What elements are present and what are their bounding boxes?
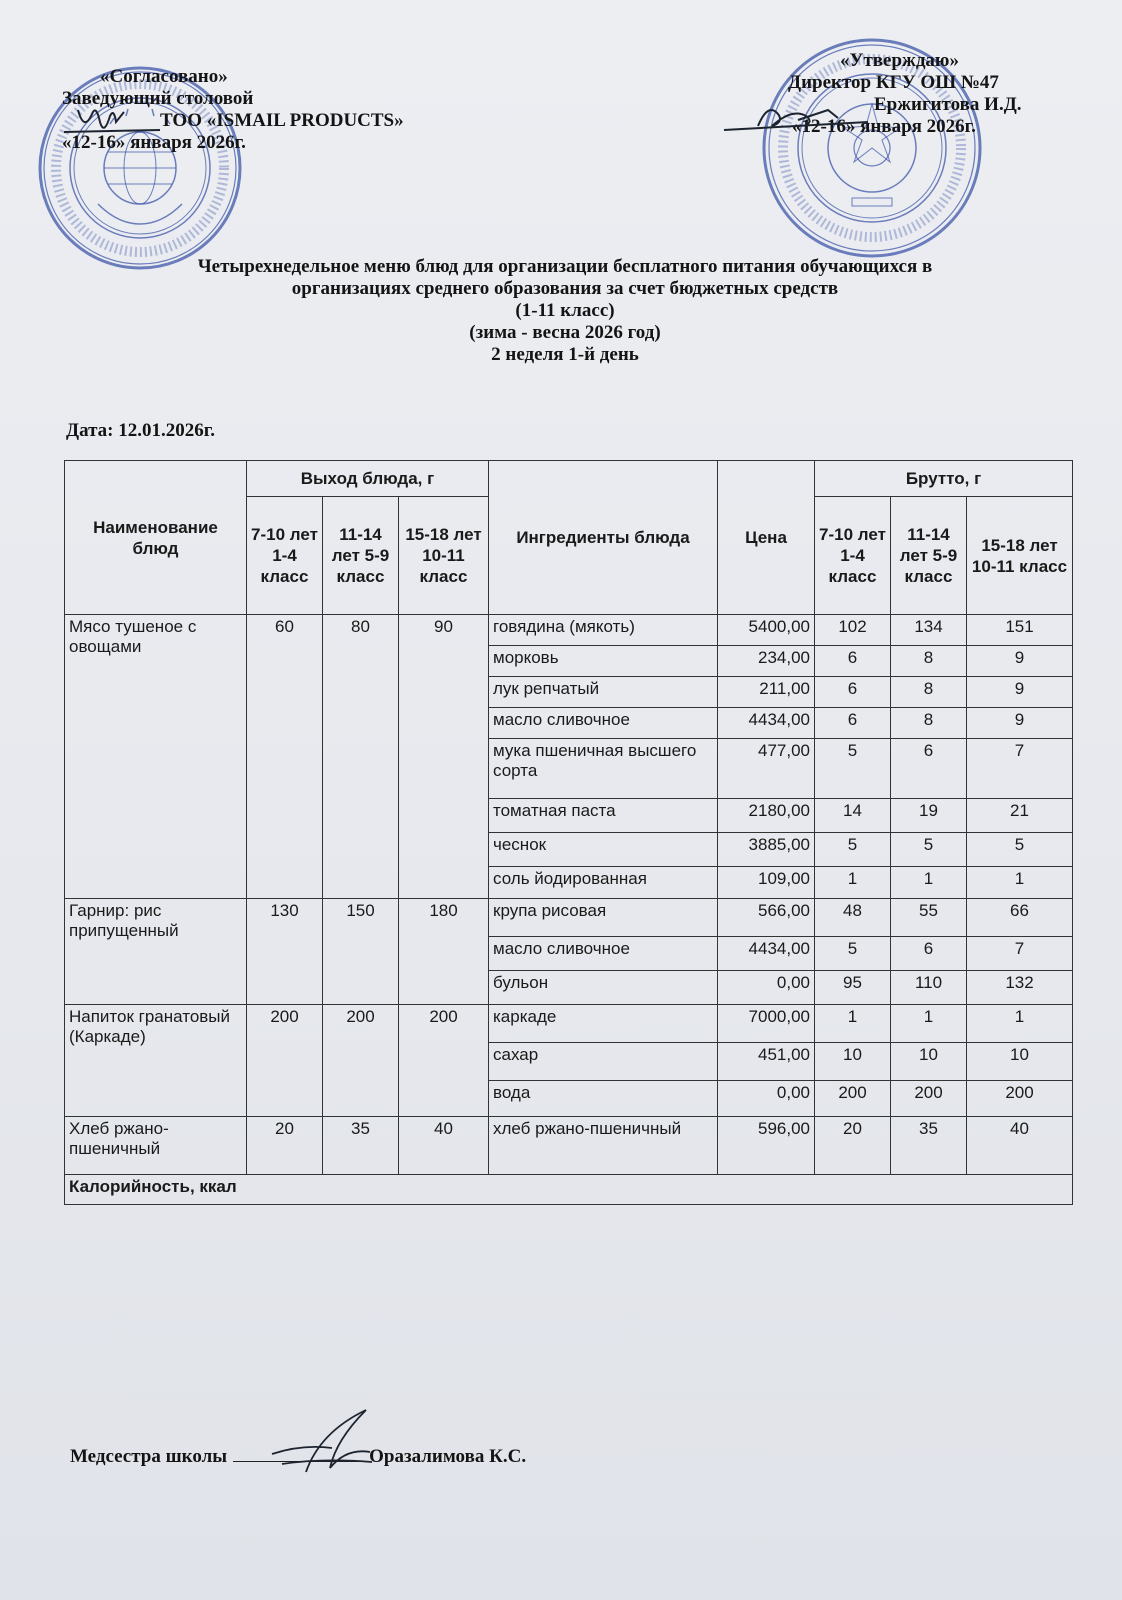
gross: 110 xyxy=(891,971,967,1005)
gross: 5 xyxy=(815,937,891,971)
price: 3885,00 xyxy=(718,833,815,867)
menu-table xyxy=(64,460,1073,1205)
ingredient: вода xyxy=(489,1081,718,1117)
right-signature xyxy=(718,96,878,142)
gross: 6 xyxy=(815,677,891,708)
title-line-2: организациях среднего образования за счет бюджетных средств xyxy=(291,278,839,299)
header-output-age3: 15-18 лет 10-11 класс xyxy=(399,497,489,615)
gross: 151 xyxy=(967,615,1073,646)
dish-output: 40 xyxy=(399,1117,489,1175)
dish-name: Мясо тушеное с овощами xyxy=(65,615,247,899)
gross: 6 xyxy=(815,646,891,677)
ingredient: говядина (мякоть) xyxy=(489,615,718,646)
dish-output: 20 xyxy=(247,1117,323,1175)
gross: 8 xyxy=(891,708,967,739)
gross: 200 xyxy=(891,1081,967,1117)
ingredient: каркаде xyxy=(489,1005,718,1043)
header-output: Выход блюда, г xyxy=(247,461,489,497)
gross: 9 xyxy=(967,677,1073,708)
table-row xyxy=(65,899,1073,937)
approved-label: «Утверждаю» xyxy=(840,50,959,71)
price: 234,00 xyxy=(718,646,815,677)
dish-name: Хлеб ржано-пшеничный xyxy=(65,1117,247,1175)
table-row xyxy=(65,1175,1073,1205)
gross: 5 xyxy=(891,833,967,867)
ingredient: томатная паста xyxy=(489,799,718,833)
price: 109,00 xyxy=(718,867,815,899)
gross: 8 xyxy=(891,646,967,677)
gross: 1 xyxy=(967,867,1073,899)
header-output-age2: 11-14 лет 5-9 класс xyxy=(323,497,399,615)
header-gross-age1: 7-10 лет 1-4 класс xyxy=(815,497,891,615)
header-output-age1: 7-10 лет 1-4 класс xyxy=(247,497,323,615)
agreed-dates: «12-16» января 2026г. xyxy=(62,132,246,153)
dish-output: 80 xyxy=(323,615,399,899)
gross: 10 xyxy=(891,1043,967,1081)
gross: 55 xyxy=(891,899,967,937)
gross: 95 xyxy=(815,971,891,1005)
dish-output: 200 xyxy=(323,1005,399,1117)
gross: 200 xyxy=(967,1081,1073,1117)
gross: 1 xyxy=(891,867,967,899)
gross: 102 xyxy=(815,615,891,646)
price: 211,00 xyxy=(718,677,815,708)
price: 451,00 xyxy=(718,1043,815,1081)
dish-name: Напиток гранатовый (Каркаде) xyxy=(65,1005,247,1117)
nurse-label: Медсестра школы xyxy=(70,1446,228,1467)
gross: 200 xyxy=(815,1081,891,1117)
title-line-3: (1-11 класс) xyxy=(515,300,615,321)
dish-output: 150 xyxy=(323,899,399,1005)
gross: 10 xyxy=(815,1043,891,1081)
table-row xyxy=(65,1005,1073,1043)
gross: 1 xyxy=(967,1005,1073,1043)
gross: 1 xyxy=(815,867,891,899)
gross: 6 xyxy=(891,739,967,799)
gross: 9 xyxy=(967,708,1073,739)
gross: 5 xyxy=(967,833,1073,867)
title-line-5: 2 неделя 1-й день xyxy=(491,344,639,365)
gross: 5 xyxy=(815,833,891,867)
gross: 14 xyxy=(815,799,891,833)
ingredient: морковь xyxy=(489,646,718,677)
gross: 132 xyxy=(967,971,1073,1005)
header-price: Цена xyxy=(718,461,815,615)
ingredient: масло сливочное xyxy=(489,708,718,739)
calories-row: Калорийность, ккал xyxy=(65,1175,1073,1205)
price: 4434,00 xyxy=(718,937,815,971)
gross: 1 xyxy=(891,1005,967,1043)
header-gross-age3: 15-18 лет 10-11 класс xyxy=(967,497,1073,615)
gross: 19 xyxy=(891,799,967,833)
nurse-name: Оразалимова К.С. xyxy=(369,1446,527,1467)
ingredient: чеснок xyxy=(489,833,718,867)
price: 566,00 xyxy=(718,899,815,937)
ingredient: бульон xyxy=(489,971,718,1005)
dish-output: 130 xyxy=(247,899,323,1005)
gross: 40 xyxy=(967,1117,1073,1175)
gross: 10 xyxy=(967,1043,1073,1081)
title-line-4: (зима - весна 2026 год) xyxy=(469,322,661,343)
gross: 20 xyxy=(815,1117,891,1175)
gross: 9 xyxy=(967,646,1073,677)
gross: 35 xyxy=(891,1117,967,1175)
dish-output: 200 xyxy=(247,1005,323,1117)
gross: 134 xyxy=(891,615,967,646)
canteen-org: ТОО «ISMAIL PRODUCTS» xyxy=(160,110,404,131)
dish-output: 60 xyxy=(247,615,323,899)
gross: 6 xyxy=(891,937,967,971)
nurse-signature xyxy=(262,1402,392,1482)
director-name: Ержигитова И.Д. xyxy=(874,94,1022,115)
left-signature xyxy=(60,100,170,140)
gross: 21 xyxy=(967,799,1073,833)
approved-dates: «12-16» января 2026г. xyxy=(792,116,976,137)
price: 4434,00 xyxy=(718,708,815,739)
document-title xyxy=(60,256,1070,366)
gross: 7 xyxy=(967,739,1073,799)
header-ingredients: Ингредиенты блюда xyxy=(489,461,718,615)
price: 2180,00 xyxy=(718,799,815,833)
agreed-label: «Согласовано» xyxy=(100,66,228,87)
canteen-head-position: Заведующий столовой xyxy=(62,88,254,109)
gross: 48 xyxy=(815,899,891,937)
dish-output: 200 xyxy=(399,1005,489,1117)
title-line-1: Четырехнедельное меню блюд для организации бесплатного питания обучающихся в xyxy=(197,256,933,277)
ingredient: мука пшеничная высшего сорта xyxy=(489,739,718,799)
gross: 1 xyxy=(815,1005,891,1043)
header-gross-age2: 11-14 лет 5-9 класс xyxy=(891,497,967,615)
gross: 5 xyxy=(815,739,891,799)
dish-name: Гарнир: рис припущенный xyxy=(65,899,247,1005)
menu-date: Дата: 12.01.2026г. xyxy=(66,420,215,441)
price: 0,00 xyxy=(718,1081,815,1117)
ingredient: лук репчатый xyxy=(489,677,718,708)
price: 7000,00 xyxy=(718,1005,815,1043)
dish-output: 180 xyxy=(399,899,489,1005)
table-row xyxy=(65,615,1073,646)
gross: 66 xyxy=(967,899,1073,937)
dish-output: 90 xyxy=(399,615,489,899)
price: 596,00 xyxy=(718,1117,815,1175)
price: 0,00 xyxy=(718,971,815,1005)
ingredient: соль йодированная xyxy=(489,867,718,899)
dish-output: 35 xyxy=(323,1117,399,1175)
ingredient: крупа рисовая xyxy=(489,899,718,937)
director-position: Директор КГУ ОШ №47 xyxy=(788,72,999,93)
gross: 8 xyxy=(891,677,967,708)
header-dish: Наименование блюд xyxy=(65,461,247,615)
ingredient: сахар xyxy=(489,1043,718,1081)
price: 477,00 xyxy=(718,739,815,799)
ingredient: масло сливочное xyxy=(489,937,718,971)
header-gross: Брутто, г xyxy=(815,461,1073,497)
table-row xyxy=(65,1117,1073,1175)
price: 5400,00 xyxy=(718,615,815,646)
ingredient: хлеб ржано-пшеничный xyxy=(489,1117,718,1175)
gross: 6 xyxy=(815,708,891,739)
gross: 7 xyxy=(967,937,1073,971)
